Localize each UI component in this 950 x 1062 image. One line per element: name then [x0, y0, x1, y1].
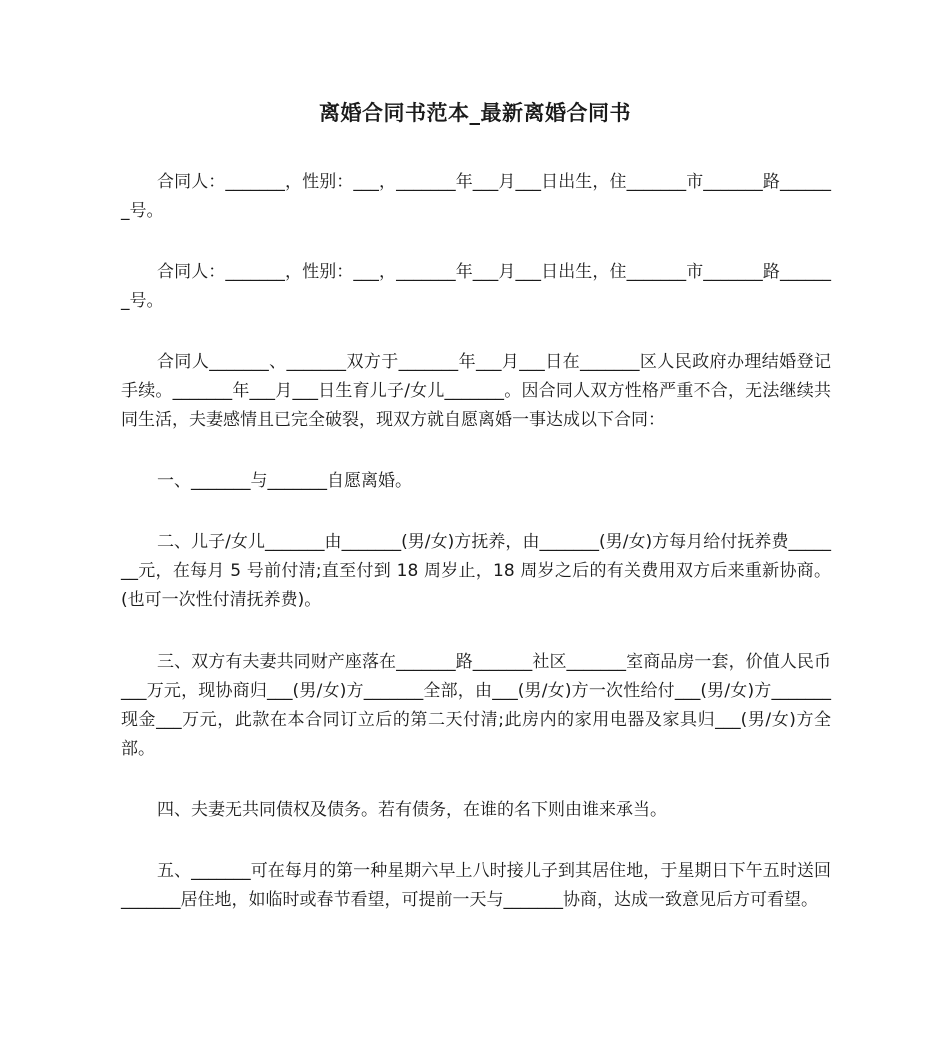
clause-5: 五、_______可在每月的第一种星期六早上八时接儿子到其居住地，于星期日下午五时送回_______居住地，如临时或春节看望，可提前一天与_______协商，达成一致意见后方可看望。 — [121, 861, 831, 910]
document-title: 离婚合同书范本_最新离婚合同书 — [319, 101, 631, 125]
clause-4: 四、夫妻无共同债权及债务。若有债务，在谁的名下则由谁来承当。 — [157, 800, 667, 820]
paragraph-preamble: 合同人_______、_______双方于_______年___月___日在_______区人民政府办理结婚登记手续。_______年___月___日生育儿子/女儿_______。因合同人双方性格严重不合，无法继续共同生活，夫妻感情且已完全破裂，现双方就自愿离婚一事达成以下合同： — [121, 352, 831, 430]
paragraph-party-1: 合同人：_______，性别：___，_______年___月___日出生，住_______市_______路_______号。 — [121, 172, 831, 221]
paragraph-party-2: 合同人：_______，性别：___，_______年___月___日出生，住_______市_______路_______号。 — [121, 262, 831, 311]
clause-1: 一、_______与_______自愿离婚。 — [157, 471, 412, 491]
clause-3: 三、双方有夫妻共同财产座落在_______路_______社区_______室商品房一套，价值人民币___万元，现协商归___(男/女)方_______全部，由___(男/女)方一次性给付___(男/女)方_______现金___万元，此款在本合同订立后的第二天付清;此房内的家用电器及家具归___(男/女)方全部。 — [121, 652, 831, 759]
clause-2: 二、儿子/女儿_______由_______(男/女)方抚养，由_______(男/女)方每月给付抚养费_______元，在每月 5 号前付清;直至付到 18 周岁止，18 周岁之后的有关费用双方后来重新协商。(也可一次性付清抚养费)。 — [121, 532, 831, 610]
